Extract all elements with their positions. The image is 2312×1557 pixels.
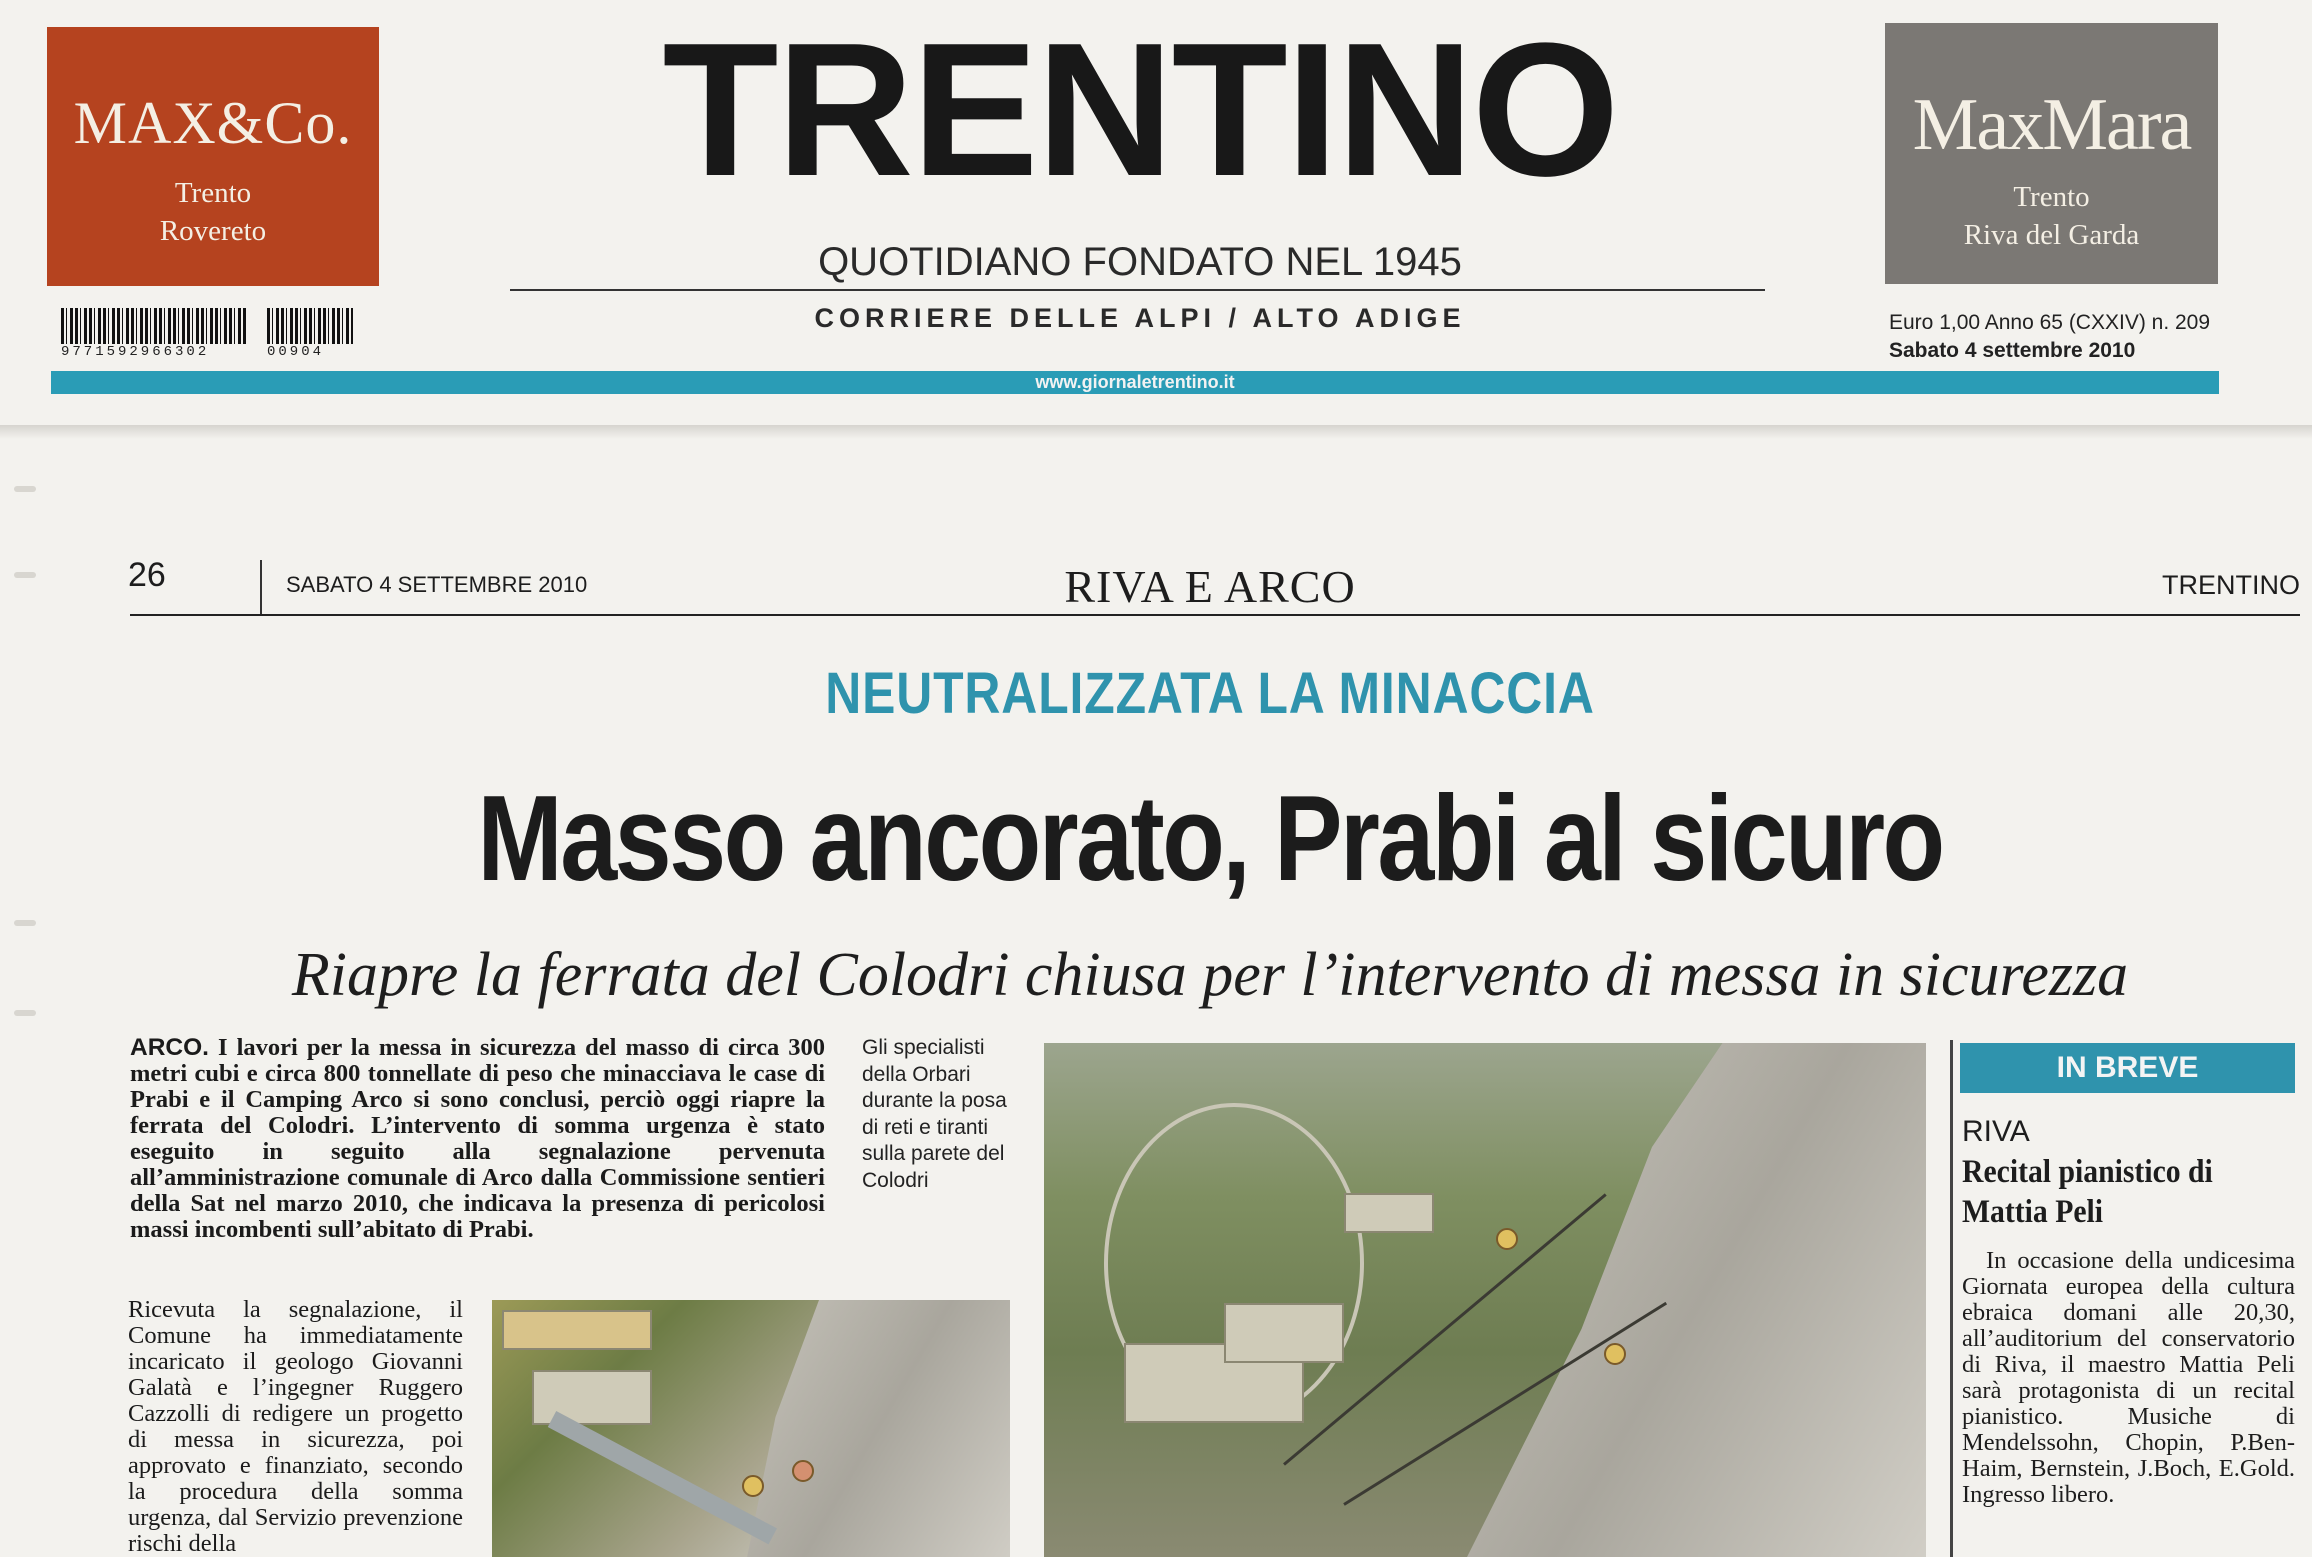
photo-building [502, 1310, 652, 1350]
photo-worker [792, 1460, 814, 1482]
article-body: Ricevuta la segnalazione, il Comune ha immediatamente incaricato il geologo Giovanni Galatà e l’ingegner Ruggero Cazzolli di redigere un progetto di messa in sicurezza, poi approvato e finanziato, secondo la procedura della somma urgenza, dal Servizio prevenzione rischi della [128, 1297, 463, 1555]
brief-body: In occasione della undicesima Giornata europea della cultura ebraica domani alle 20,30, all’auditorium del conservatorio di Riva, il maestro Mattia Peli sarà protagonista di un recital pianistico. Musiche di Mendelssohn, Chopin, P.Ben-Haim, Bernstein, J.Boch, E.Gold. Ingresso libero. [1962, 1247, 2295, 1508]
page-fold [0, 425, 2312, 439]
article-subheadline: Riapre la ferrata del Colodri chiusa per l’intervento di messa in sicurezza [291, 941, 2129, 1009]
issue-date: Sabato 4 settembre 2010 [1889, 339, 2136, 362]
website-link[interactable]: www.giornaletrentino.it [1035, 372, 1235, 392]
brief-column-rule [1950, 1040, 1953, 1557]
brief-section-label: IN BREVE [1960, 1043, 2295, 1093]
paper-edge-mark [14, 920, 36, 926]
barcode [61, 308, 247, 360]
ad-city: Rovereto [159, 215, 267, 247]
advertisement-maxmara [1885, 23, 2218, 284]
article-kicker: NEUTRALIZZATA LA MINACCIA [825, 661, 1595, 726]
section-title: RIVA E ARCO [1064, 561, 1356, 612]
barcode-addon-number: 00904 [267, 344, 325, 360]
photo-worker [742, 1475, 764, 1497]
website-bar [51, 371, 2219, 394]
barcode-addon [267, 308, 353, 360]
article-lead [130, 1035, 825, 1243]
newspaper-tagline: CORRIERE DELLE ALPI / ALTO ADIGE [814, 303, 1466, 333]
paper-edge-mark [14, 486, 36, 492]
paper-edge-mark [14, 572, 36, 578]
ad-brand-name: MaxMara [1912, 84, 2191, 166]
photo-drill [548, 1411, 777, 1544]
paper-edge-mark [14, 1010, 36, 1016]
photo-rock-face [732, 1300, 1010, 1557]
photo-climber [1496, 1228, 1518, 1250]
ad-city: Trento [174, 177, 252, 209]
page-newspaper-name: TRENTINO [2162, 570, 2300, 600]
issue-info [1889, 309, 2249, 365]
article-photo-workers [492, 1300, 1010, 1557]
advertisement-maxco [47, 27, 379, 286]
issue-price-number: Euro 1,00 Anno 65 (CXXIV) n. 209 [1889, 311, 2211, 334]
page-date: SABATO 4 SETTEMBRE 2010 [286, 572, 588, 597]
newspaper-title: TRENTINO [662, 4, 1618, 216]
page-header-rule [130, 614, 2300, 616]
page-number: 26 [128, 556, 166, 594]
header-separator [260, 560, 262, 616]
brief-title: Recital pianistico di Mattia Peli [1962, 1154, 2213, 1230]
photo-building [1344, 1193, 1434, 1233]
article-headline: Masso ancorato, Prabi al sicuro [477, 770, 1943, 906]
barcode-number: 9771592966302 [61, 344, 210, 360]
article-dateline: ARCO. [130, 1034, 209, 1061]
photo-building [532, 1370, 652, 1425]
photo-caption: Gli specialisti della Orbari durante la posa di reti e tiranti sulla parete del Colodri [862, 1036, 1007, 1192]
barcode-bars [267, 308, 353, 344]
article-photo-cliff [1044, 1043, 1926, 1557]
masthead-divider [510, 289, 1765, 291]
barcode-bars [61, 308, 247, 344]
ad-city: Trento [2013, 181, 2090, 213]
brief-city: RIVA [1962, 1115, 2030, 1148]
photo-building [1224, 1303, 1344, 1363]
ad-city: Riva del Garda [1963, 219, 2140, 251]
photo-rock-face [1464, 1043, 1926, 1557]
article-lead-text: I lavori per la messa in sicurezza del masso di circa 300 metri cubi e circa 800 tonnellate di peso che minacciava le case di Prabi e il Camping Arco si sono conclusi, perciò oggi riapre la ferrata del Colodri. L’intervento di somma urgenza è stato eseguito in seguito alla segnalazione pervenuta all’amministrazione comunale di Arco dalla Commissione sentieri della Sat nel marzo 2010, che indicava la presenza di pericolosi massi incombenti sull’abitato di Prabi. [130, 1034, 826, 1243]
photo-climber [1604, 1343, 1626, 1365]
ad-brand-name: MAX&Co. [73, 90, 353, 156]
newspaper-subtitle: QUOTIDIANO FONDATO NEL 1945 [818, 240, 1462, 284]
